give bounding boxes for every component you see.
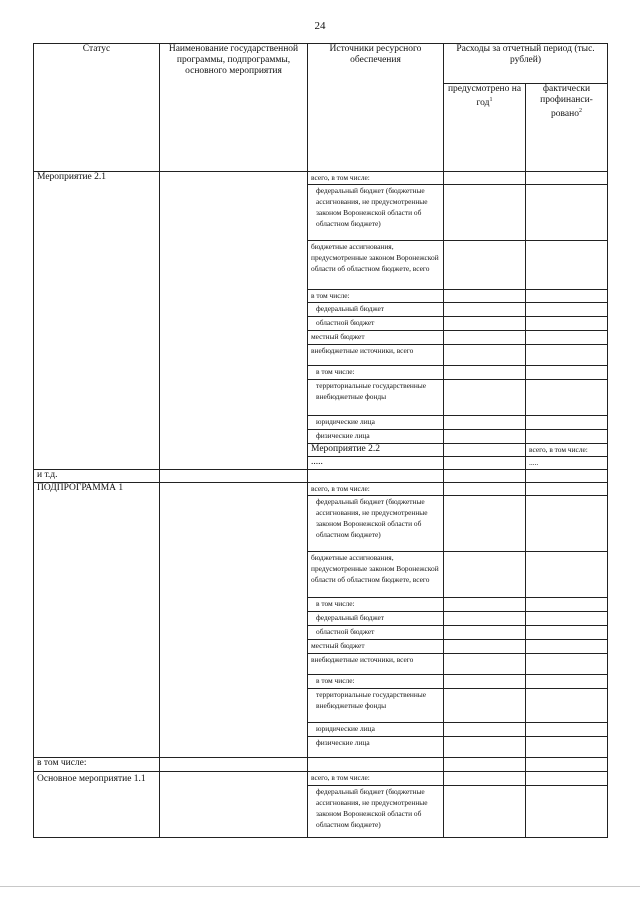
planned-cell [444, 626, 526, 640]
program-name-cell [160, 470, 308, 483]
planned-cell [444, 483, 526, 496]
status-event-2-1: Мероприятие 2.1 [34, 172, 160, 470]
planned-cell [444, 317, 526, 331]
planned-cell [444, 290, 526, 303]
actual-cell [526, 723, 608, 737]
header-planned-label: предусмотрено на год [447, 84, 522, 109]
source-individuals: физические лица [308, 737, 444, 758]
source-total: всего, в том числе: [308, 772, 444, 786]
source-legal-entities: юридические лица [308, 723, 444, 737]
actual-cell [526, 640, 608, 654]
header-actual-label: фактически профинанси-ровано [540, 84, 593, 120]
source-federal-budget: федеральный бюджет [308, 612, 444, 626]
planned-cell [444, 612, 526, 626]
source-empty [308, 758, 444, 772]
program-name-cell [160, 772, 308, 838]
planned-cell [444, 416, 526, 430]
header-actual-footnote: 2 [578, 108, 582, 114]
header-actual [526, 84, 608, 172]
planned-cell [444, 496, 526, 552]
actual-cell [526, 675, 608, 689]
status-dots: ..... [308, 457, 444, 470]
actual-cell [526, 758, 608, 772]
planned-cell [444, 345, 526, 366]
actual-cell [526, 786, 608, 838]
source-including: в том числе: [308, 675, 444, 689]
source-local-budget: местный бюджет [308, 331, 444, 345]
source-including: в том числе: [308, 366, 444, 380]
header-status: Статус [34, 44, 160, 172]
source-extrabudget-total: внебюджетные источники, всего [308, 345, 444, 366]
status-event-2-2: Мероприятие 2.2 [308, 444, 444, 457]
header-sources: Источники ресурсного обеспечения [308, 44, 444, 172]
actual-cell [526, 737, 608, 758]
program-name-cell [160, 758, 308, 772]
program-name-cell [160, 172, 308, 470]
planned-cell [444, 598, 526, 612]
actual-cell [526, 317, 608, 331]
planned-cell [444, 772, 526, 786]
planned-cell [444, 689, 526, 723]
planned-cell [444, 366, 526, 380]
actual-cell [526, 366, 608, 380]
planned-cell [444, 430, 526, 444]
planned-cell [444, 331, 526, 345]
actual-cell [526, 612, 608, 626]
source-local-budget: местный бюджет [308, 640, 444, 654]
actual-cell [526, 380, 608, 416]
actual-cell [526, 331, 608, 345]
source-budget-allocations: бюджетные ассигнования, предусмотренные законом Воронежской области об областном бюджете, всего [308, 241, 444, 290]
actual-cell [526, 626, 608, 640]
planned-cell [444, 185, 526, 241]
source-federal-budget-full: федеральный бюджет (бюджетные ассигнования, не предусмотренные законом Воронежской области об областном бюджете) [308, 496, 444, 552]
status-etc: и т.д. [34, 470, 160, 483]
actual-cell [526, 303, 608, 317]
source-empty [308, 470, 444, 483]
actual-cell [526, 470, 608, 483]
actual-cell [526, 185, 608, 241]
actual-cell [526, 345, 608, 366]
actual-cell [526, 430, 608, 444]
status-subprogram-1: ПОДПРОГРАММА 1 [34, 483, 160, 758]
source-total: всего, в том числе: [308, 483, 444, 496]
actual-cell [526, 290, 608, 303]
source-federal-budget: федеральный бюджет [308, 303, 444, 317]
source-budget-allocations: бюджетные ассигнования, предусмотренные законом Воронежской области об областном бюджете, всего [308, 552, 444, 598]
source-legal-entities: юридические лица [308, 416, 444, 430]
header-planned [444, 84, 526, 172]
actual-cell [526, 689, 608, 723]
source-extrabudget-total: внебюджетные источники, всего [308, 654, 444, 675]
scan-edge-line [0, 886, 640, 887]
actual-cell [526, 496, 608, 552]
planned-cell [444, 675, 526, 689]
actual-cell [526, 241, 608, 290]
program-name-cell [444, 457, 526, 470]
source-individuals: физические лица [308, 430, 444, 444]
planned-cell [444, 470, 526, 483]
source-total: всего, в том числе: [526, 444, 608, 457]
header-program-name: Наименование государственной программы, подпрограммы, основного мероприятия [160, 44, 308, 172]
source-including: в том числе: [308, 290, 444, 303]
source-regional-budget: областной бюджет [308, 317, 444, 331]
source-including: в том числе: [308, 598, 444, 612]
planned-cell [444, 737, 526, 758]
actual-cell [526, 654, 608, 675]
source-federal-budget-full: федеральный бюджет (бюджетные ассигнования, не предусмотренные законом Воронежской области об областном бюджете) [308, 786, 444, 838]
planned-cell [444, 380, 526, 416]
status-including: в том числе: [34, 758, 160, 772]
page-number: 24 [314, 20, 326, 32]
source-territorial-funds: территориальные государственные внебюджетные фонды [308, 689, 444, 723]
actual-cell [526, 483, 608, 496]
planned-cell [444, 303, 526, 317]
actual-cell [526, 172, 608, 185]
planned-cell [444, 172, 526, 185]
header-expenses: Расходы за отчетный период (тыс. рублей) [444, 44, 608, 84]
actual-cell [526, 772, 608, 786]
actual-cell [526, 598, 608, 612]
source-federal-budget-full: федеральный бюджет (бюджетные ассигнования, не предусмотренные законом Воронежской области об областном бюджете) [308, 185, 444, 241]
program-name-cell [444, 444, 526, 457]
planned-cell [444, 241, 526, 290]
actual-cell [526, 552, 608, 598]
source-dots: ..... [526, 457, 608, 470]
source-regional-budget: областной бюджет [308, 626, 444, 640]
program-name-cell [160, 483, 308, 758]
source-territorial-funds: территориальные государственные внебюджетные фонды [308, 380, 444, 416]
status-main-event-1-1: Основное мероприятие 1.1 [34, 772, 160, 838]
planned-cell [444, 654, 526, 675]
header-planned-footnote: 1 [489, 97, 493, 103]
planned-cell [444, 758, 526, 772]
planned-cell [444, 786, 526, 838]
source-total: всего, в том числе: [308, 172, 444, 185]
planned-cell [444, 640, 526, 654]
planned-cell [444, 723, 526, 737]
actual-cell [526, 416, 608, 430]
planned-cell [444, 552, 526, 598]
resource-table [33, 43, 608, 838]
